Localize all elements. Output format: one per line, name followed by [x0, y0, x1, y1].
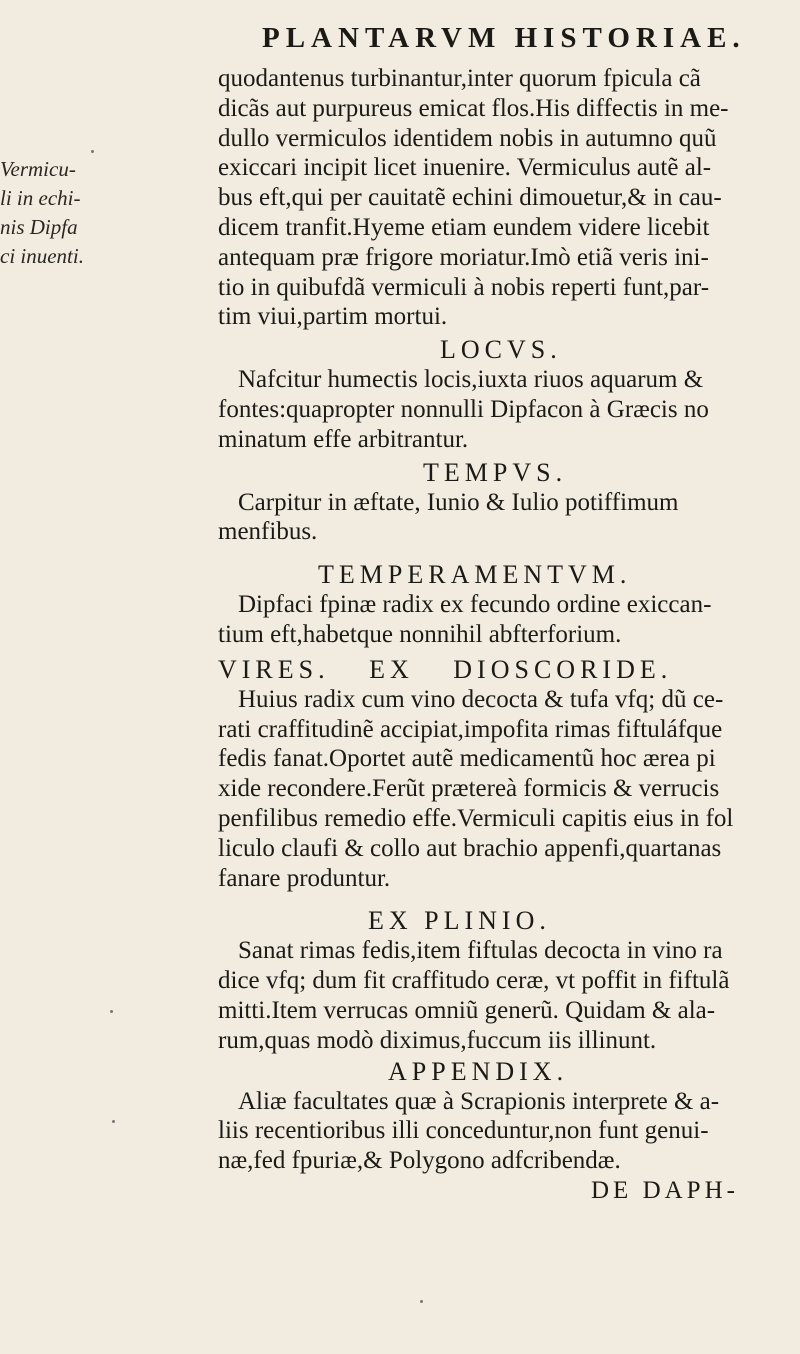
margin-note — [0, 155, 105, 271]
text-line: fanare produntur. — [218, 864, 391, 892]
section-heading-temperamentum: TEMPERAMENTVM. — [318, 560, 632, 590]
ink-speck — [420, 1300, 423, 1303]
text-line: næ,fed fpuriæ,& Polygono adfcribendæ. — [218, 1147, 621, 1175]
text-line: tim viui,partim mortui. — [218, 303, 448, 331]
main-text — [218, 64, 800, 1206]
text-line: Huius radix cum vino decocta & tufa vfq; dũ ce- — [238, 685, 724, 713]
text-line: bus eft,qui per cauitatẽ echini dimouetur,& in cau- — [218, 184, 722, 212]
text-line: Dipfaci fpinæ radix ex fecundo ordine exiccan- — [238, 591, 712, 619]
margin-note-line: nis Dipfa — [0, 215, 78, 239]
text-line: tio in quibufdã vermiculi à nobis reperti funt,par- — [218, 273, 710, 301]
text-line: antequam præ frigore moriatur.Imò etiã veris ini- — [218, 243, 709, 271]
text-line: Nafcitur humectis locis,iuxta riuos aquarum & — [238, 366, 704, 394]
paragraph-vires — [218, 685, 800, 894]
section-heading-plinio: EX PLINIO. — [368, 906, 551, 936]
text-line: quodantenus turbinantur,inter quorum fpicula cã — [218, 65, 701, 92]
paragraph-appendix — [218, 1087, 800, 1176]
text-line: dicem tranfit.Hyeme etiam eundem videre licebit — [218, 213, 710, 241]
section-heading-vires: VIRES. EX DIOSCORIDE. — [218, 654, 673, 684]
ink-speck — [112, 1120, 115, 1123]
paragraph-temperamentum — [218, 590, 800, 650]
text-line: fedis fanat.Oportet autẽ medicamentũ hoc ærea pi — [218, 745, 716, 773]
catchword: DE DAPH- — [591, 1176, 739, 1204]
text-line: liis recentioribus illi conceduntur,non funt genui- — [218, 1117, 709, 1145]
text-line: fontes:quapropter nonnulli Dipfacon à Græcis no — [218, 395, 709, 423]
section-heading-appendix: APPENDIX. — [388, 1056, 569, 1086]
text-line: mitti.Item verrucas omniũ generũ. Quidam & ala- — [218, 996, 716, 1024]
text-line: tium eft,habetque nonnihil abfterforium. — [218, 620, 622, 648]
section-heading-locus: LOCVS. — [440, 335, 562, 365]
text-line: rum,quas modò diximus,fuccum iis illinunt. — [218, 1026, 657, 1054]
running-header: PLANTARVM HISTORIAE. — [262, 22, 746, 54]
text-line: menfibus. — [218, 518, 318, 546]
margin-note-line: ci inuenti. — [0, 244, 84, 268]
paragraph-plinio — [218, 936, 800, 1055]
text-line: dice vfq; dum fit craffitudo ceræ, vt poffit in fiftulã — [218, 967, 730, 995]
paragraph-intro — [218, 64, 800, 332]
text-line: liculo claufi & collo aut brachio appenfi,quartanas — [218, 834, 722, 862]
paragraph-locus — [218, 365, 800, 454]
ink-speck — [110, 1010, 113, 1013]
margin-note-line: Vermicu- — [0, 157, 76, 181]
text-line: rati craffitudinẽ accipiat,impofita rimas fiftuláfque — [218, 715, 723, 743]
section-heading-tempus: TEMPVS. — [423, 457, 568, 487]
text-line: xide recondere.Ferũt prætereà formicis & verrucis — [218, 775, 720, 803]
paragraph-tempus — [218, 488, 800, 548]
ink-speck — [91, 150, 94, 153]
text-line: Carpitur in æftate, Iunio & Iulio potiffimum — [238, 488, 679, 516]
text-line: Aliæ facultates quæ à Scrapionis interprete & a- — [238, 1087, 720, 1115]
text-line: Sanat rimas fedis,item fiftulas decocta in vino ra — [238, 937, 723, 965]
text-line: minatum effe arbitrantur. — [218, 425, 469, 453]
text-line: dicãs aut purpureus emicat flos.His diffectis in me- — [218, 94, 729, 122]
text-line: dullo vermiculos identidem nobis in autumno quũ — [218, 124, 717, 152]
text-line: penfilibus remedio effe.Vermiculi capitis eius in fol — [218, 804, 734, 832]
text-line: exiccari incipit licet inuenire. Vermiculus autẽ al- — [218, 154, 712, 182]
margin-note-line: li in echi- — [0, 186, 81, 210]
